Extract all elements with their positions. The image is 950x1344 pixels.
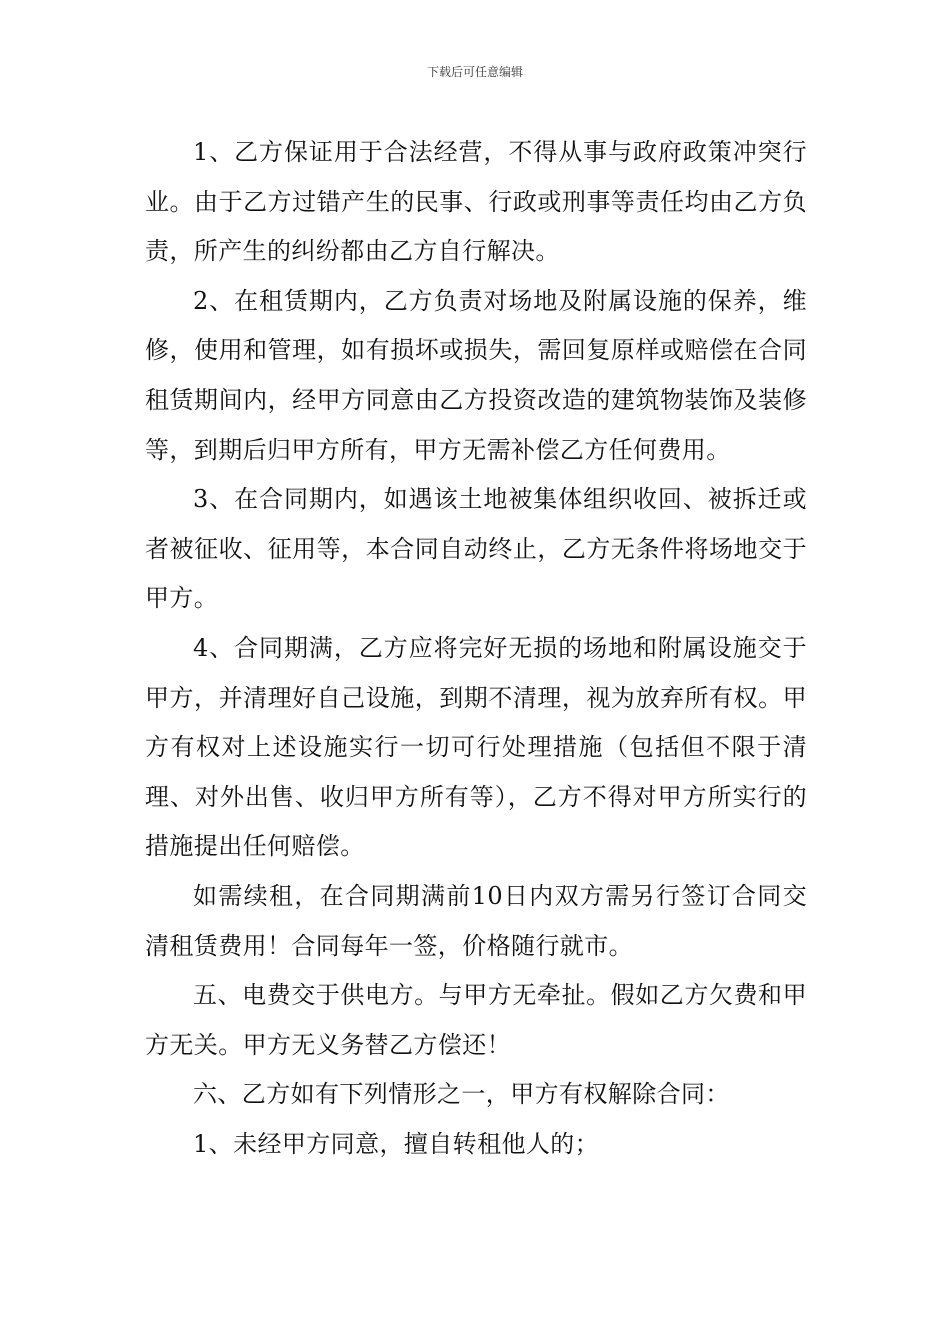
paragraph-section-6-item-1: 1、未经甲方同意，擅自转租他人的； <box>193 1129 600 1158</box>
paragraph-clause-4: 4、合同期满，乙方应将完好无损的场地和附属设施交于甲方，并清理好自己设施，到期不清理，视为放弃所有权。甲方有权对上述设施实行一切可行处理措施（包括但不限于清理、对外出售、收归甲方所有等），乙方不得对甲方所实行的措施提出任何赔偿。 <box>145 633 807 861</box>
document-body <box>145 128 807 1169</box>
paragraph-renewal: 如需续租，在合同期满前10日内双方需另行签订合同交清租赁费用！合同每年一签，价格随行就市。 <box>145 881 807 960</box>
paragraph-section-6: 六、乙方如有下列情形之一，甲方有权解除合同： <box>193 1080 730 1109</box>
paragraph-section-5: 五、电费交于供电方。与甲方无牵扯。假如乙方欠费和甲方无关。甲方无义务替乙方偿还！ <box>145 981 807 1059</box>
paragraph-clause-1: 1、乙方保证用于合法经营，不得从事与政府政策冲突行业。由于乙方过错产生的民事、行政或刑事等责任均由乙方负责，所产生的纠纷都由乙方自行解决。 <box>145 138 807 266</box>
paragraph-clause-2: 2、在租赁期内，乙方负责对场地及附属设施的保养，维修，使用和管理，如有损坏或损失，需回复原样或赔偿在合同租赁期间内，经甲方同意由乙方投资改造的建筑物装饰及装修等，到期后归甲方所有，甲方无需补偿乙方任何费用。 <box>145 286 807 464</box>
paragraph-clause-3: 3、在合同期内，如遇该土地被集体组织收回、被拆迁或者被征收、征用等，本合同自动终止，乙方无条件将场地交于甲方。 <box>145 485 807 613</box>
page-header-note: 下载后可任意编辑 <box>426 65 523 79</box>
